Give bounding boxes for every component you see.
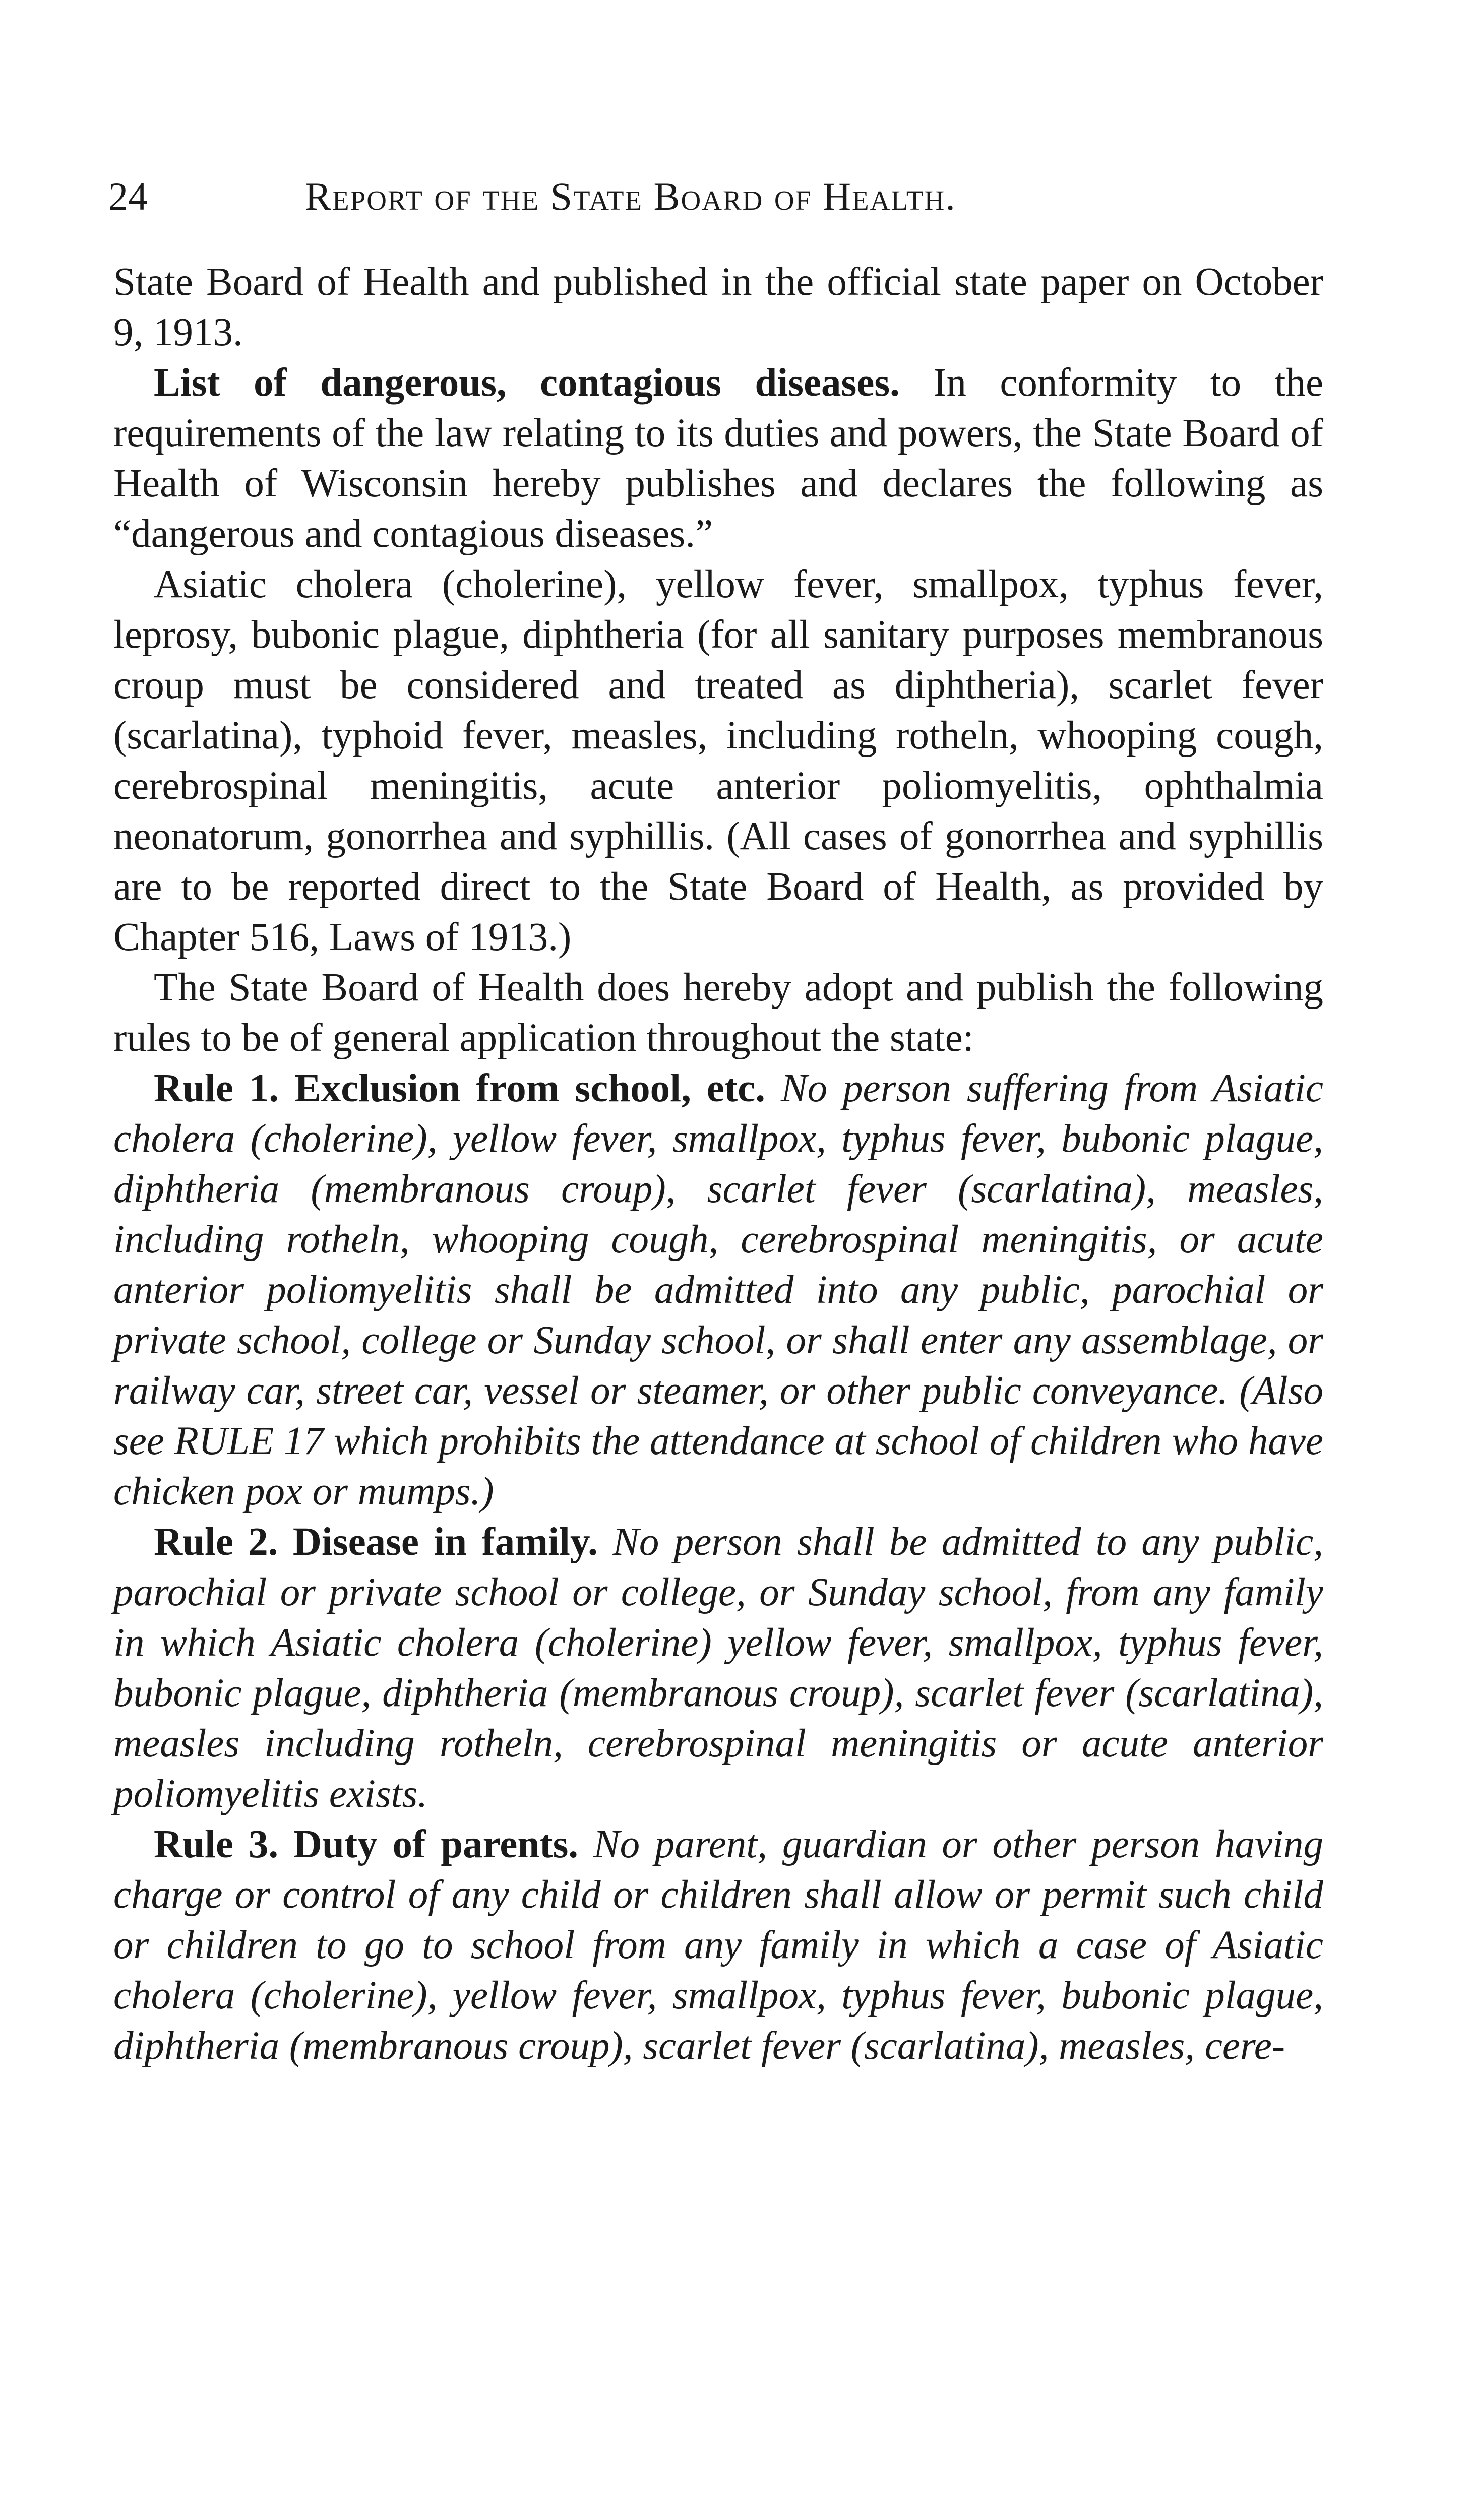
rule-heading: Rule 3. Duty of parents.: [154, 1822, 579, 1866]
body-text: [113, 257, 1323, 2071]
rule-text: No parent, guardian or other person having charge or control of any child or children shall allow or permit such child or children to go to school from any family in which a case of Asiatic cholera (cholerine), yellow fever, smallpox, typhus fever, bubonic plague, diphtheria (membranous croup), scarlet fever (scarlatina), measles, cere-: [113, 1822, 1323, 2068]
paragraph-disease-list-intro: [113, 358, 1323, 559]
rule-3: [113, 1819, 1323, 2071]
paragraph-text: The State Board of Health does hereby adopt and publish the following rules to be of general application throughout the state:: [113, 966, 1323, 1060]
paragraph-text: Asiatic cholera (cholerine), yellow fever, smallpox, typhus fever, leprosy, bubonic plague, diphtheria (for all sanitary purposes membranous croup must be considered and treated as diphtheria), scarlet fever (scarlatina), typhoid fever, measles, including rotheln, whooping cough, cerebrospinal meningitis, acute anterior poliomyelitis, ophthalmia neonatorum, gonorrhea and syphillis. (All cases of gonorrhea and syphillis are to be reported direct to the State Board of Health, as provided by Chapter 516, Laws of 1913.): [113, 562, 1323, 959]
paragraph-text: State Board of Health and published in the official state paper on October 9, 1913.: [113, 260, 1323, 354]
rule-text: No person shall be admitted to any public, parochial or private school or college, or Sunday school, from any family in which Asiatic cholera (cholerine) yellow fever, smallpox, typhus fever, bubonic plague, diphtheria (membranous croup), scarlet fever (scarlatina), measles including rotheln, cerebrospinal meningitis or acute anterior poliomyelitis exists.: [113, 1520, 1323, 1816]
rule-heading: Rule 2. Disease in family.: [154, 1520, 598, 1564]
paragraph-disease-list: [113, 559, 1323, 963]
page-number: 24: [108, 174, 148, 218]
rule-2: [113, 1517, 1323, 1819]
page-header: [108, 169, 1328, 224]
running-head: Report of the State Board of Health.: [305, 174, 956, 218]
paragraph-continuation: [113, 257, 1323, 358]
section-heading: List of dangerous, contagious diseases.: [154, 361, 900, 405]
rule-1: [113, 1063, 1323, 1517]
paragraph-rules-intro: [113, 963, 1323, 1063]
rule-text: No person suffering from Asiatic cholera (cholerine), yellow fever, smallpox, typhus fever, bubonic plague, diphtheria (membranous croup), scarlet fever (scarlatina), measles, including rotheln, whooping cough, cerebrospinal meningitis, or acute anterior poliomyelitis shall be admitted into any public, parochial or private school, college or Sunday school, or shall enter any assemblage, or railway car, street car, vessel or steamer, or other public conveyance. (Also see RULE 17 which prohibits the attendance at school of children who have chicken pox or mumps.): [113, 1066, 1323, 1514]
rule-heading: Rule 1. Exclusion from school, etc.: [154, 1066, 765, 1110]
paragraph-text: In conformity to the requirements of the law relating to its duties and powers, the State Board of Health of Wisconsin hereby publishes and declares the following as “dangerous and contagious diseases.”: [113, 361, 1324, 556]
